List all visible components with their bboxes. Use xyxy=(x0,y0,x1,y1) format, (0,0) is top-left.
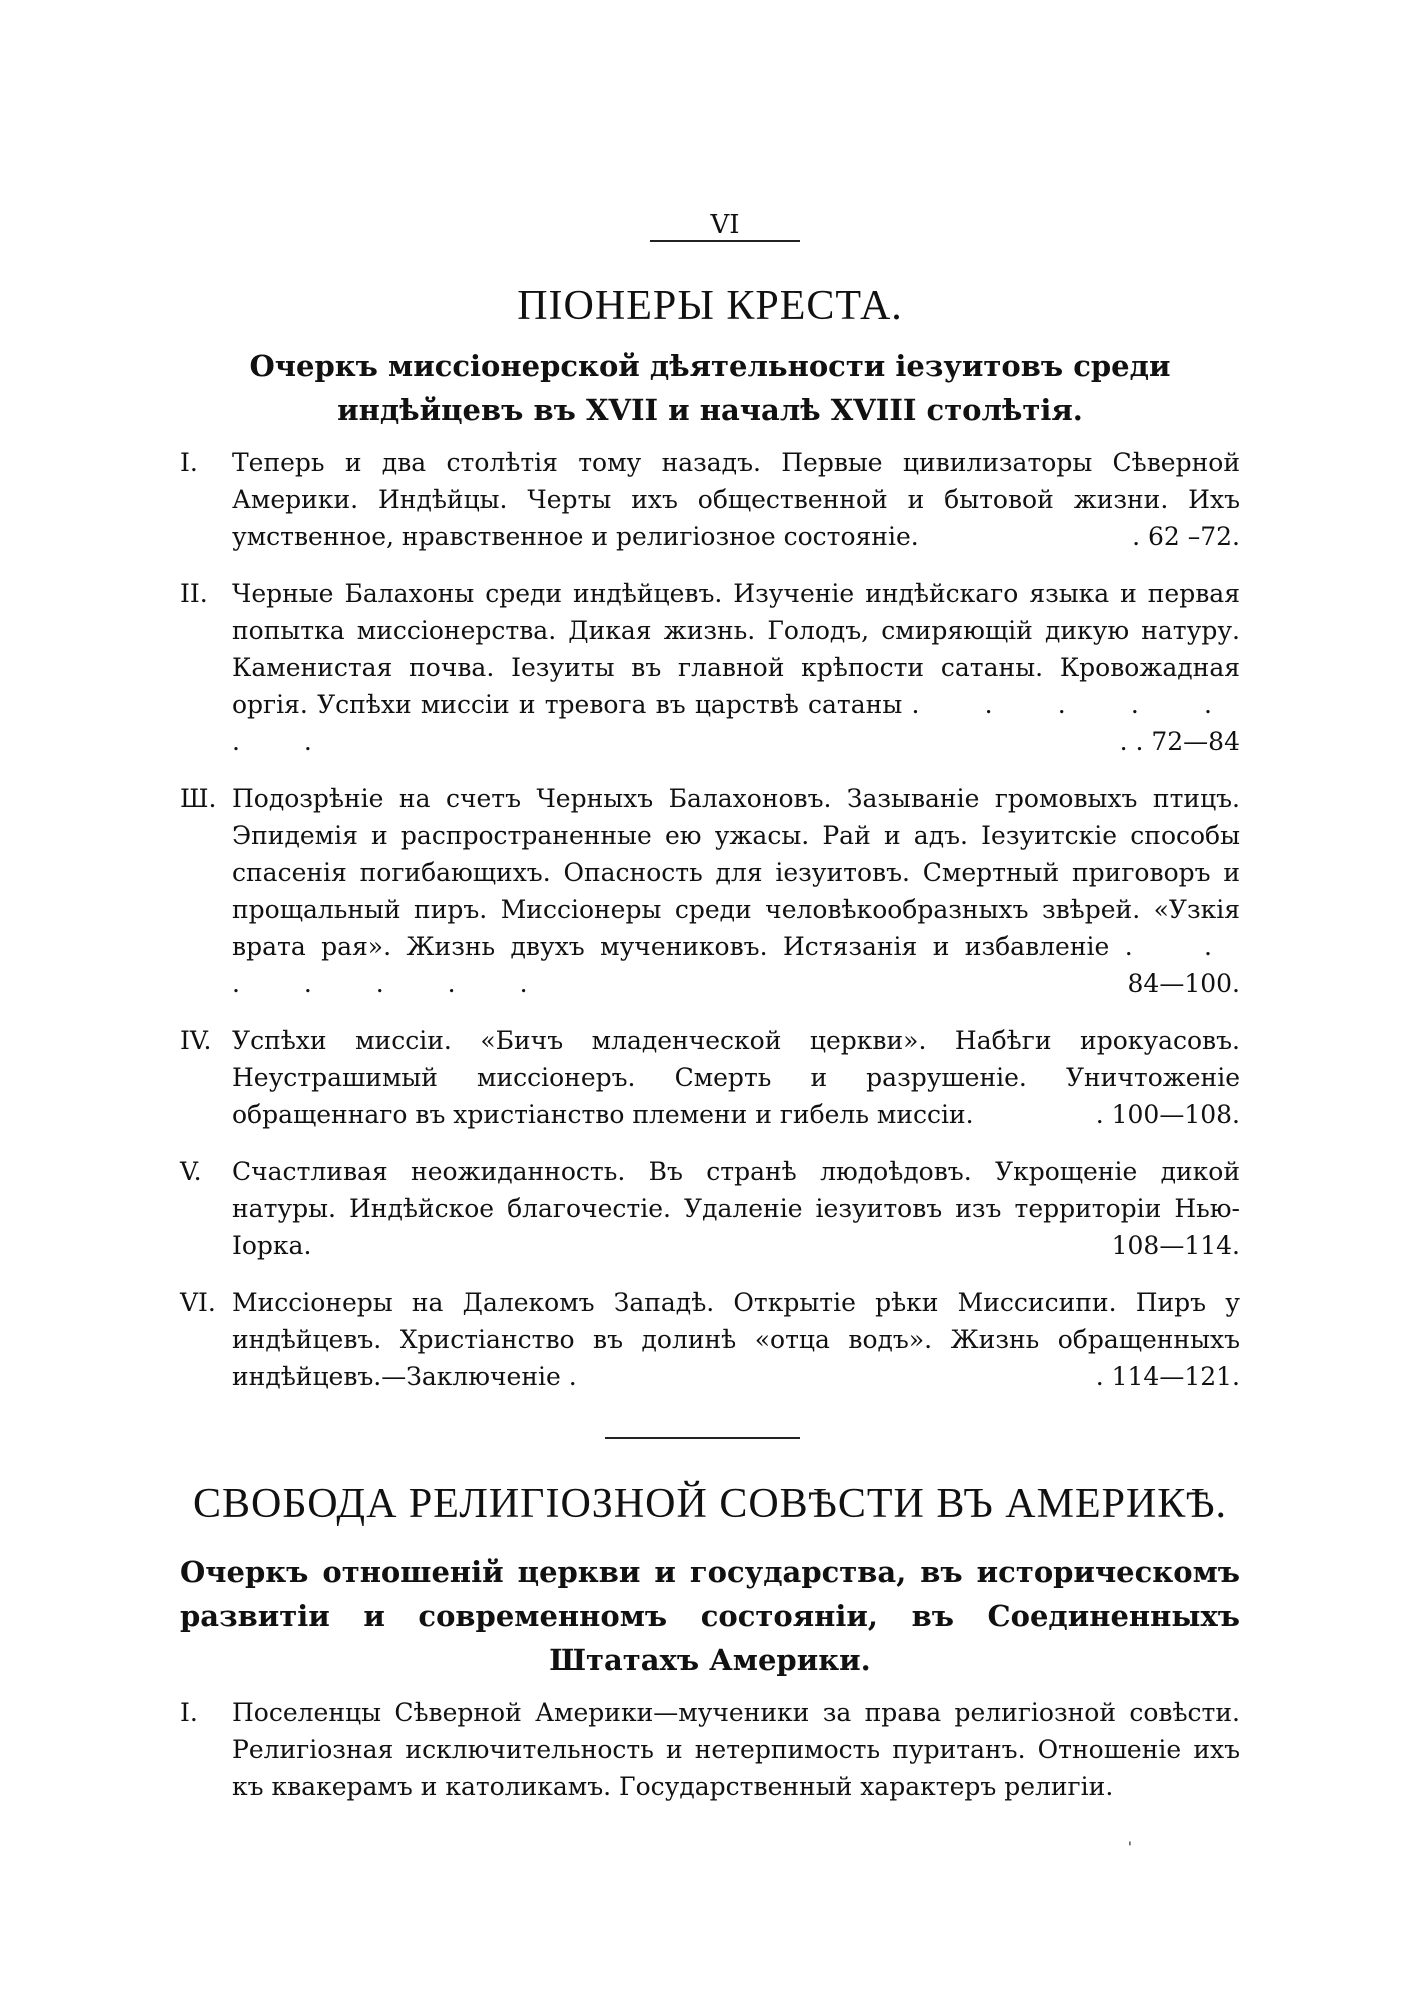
chapter-summary: Теперь и два столѣтія тому назадъ. Первые цивилизаторы Сѣверной Америки. Индѣйцы. Черты ихъ общественной и бытовой жизни. Ихъ умственное, нравственное и религіозное состояніе. xyxy=(232,448,1240,551)
section-pioneers xyxy=(180,282,1240,1415)
chapter-entry xyxy=(180,1694,1240,1805)
chapter-pages: 108—114. xyxy=(1111,1231,1240,1260)
chapter-pages: . 100—108. xyxy=(1095,1100,1240,1129)
chapter-summary: Подозрѣніе на счетъ Черныхъ Балахоновъ. Зазываніе громовыхъ птицъ. Эпидемія и распространенные ею ужасы. Рай и адъ. Іезуитскіе способы спасенія погибающихъ. Опасность для іезуитовъ. Смертный приговоръ и прощальный пиръ. Миссіонеры среди человѣкообразныхъ звѣрей. «Узкія врата рая». Жизнь двухъ мучениковъ. Истязанія и избавленіе xyxy=(232,784,1240,961)
chapter-numeral: V. xyxy=(180,1157,202,1186)
chapter-pages: 84—100. xyxy=(1127,969,1240,998)
chapter-numeral: I. xyxy=(180,1698,198,1727)
chapter-entry xyxy=(180,1022,1240,1133)
section-divider xyxy=(605,1437,800,1439)
chapter-summary: Счастливая неожиданность. Въ странѣ людоѣдовъ. Укрощеніе дикой натуры. Индѣйское благочестіе. Удаленіе іезуитовъ изъ территоріи Нью-Іорка. xyxy=(232,1157,1240,1260)
chapter-entry xyxy=(180,780,1240,1002)
chapter-summary: Поселенцы Сѣверной Америки—мученики за права религіозной совѣсти. Религіозная исключительность и нетерпимость пуританъ. Отношеніе ихъ къ квакерамъ и католикамъ. Государственный характеръ религіи. xyxy=(232,1698,1240,1801)
chapter-pages: . . 72—84 xyxy=(1119,727,1240,756)
page-number: VI xyxy=(710,210,740,240)
chapter-entry xyxy=(180,1284,1240,1395)
section-title: ПІОНЕРЫ КРЕСТА. xyxy=(517,283,903,329)
dot-leader: . . . . . . . xyxy=(232,932,1241,998)
stray-mark: ' xyxy=(1128,1840,1132,1856)
chapter-entry xyxy=(180,1153,1240,1264)
chapter-numeral: II. xyxy=(180,579,208,608)
section-subtitle: Очеркъ миссіонерской дѣятельности іезуитовъ среди индѣйцевъ въ XVII и началѣ XVIII столѣтія. xyxy=(249,349,1171,427)
chapter-entry xyxy=(180,575,1240,760)
chapter-entry xyxy=(180,444,1240,555)
chapter-numeral: IV. xyxy=(180,1026,212,1055)
chapter-summary: Миссіонеры на Далекомъ Западѣ. Открытіе рѣки Миссисипи. Пиръ у индѣйцевъ. Христіанство въ долинѣ «отца водъ». Жизнь обращенныхъ индѣйцевъ.—Заключеніе . xyxy=(232,1288,1240,1391)
dot-leader: . . . . . . . xyxy=(232,690,1240,756)
chapter-summary: Успѣхи миссіи. «Бичъ младенческой церкви». Набѣги ирокуасовъ. Неустрашимый миссіонеръ. Смерть и разрушеніе. Уничтоженіе обращеннаго въ христіанство племени и гибель миссіи. xyxy=(232,1026,1240,1129)
chapter-numeral: Ш. xyxy=(180,784,217,813)
section-subtitle: Очеркъ отношеній церкви и государства, въ историческомъ развитіи и современномъ состояніи, въ Соединенныхъ Штатахъ Америки. xyxy=(180,1555,1240,1677)
chapter-numeral: I. xyxy=(180,448,198,477)
page-number-rule xyxy=(650,240,800,242)
chapter-numeral: VI. xyxy=(180,1288,216,1317)
chapter-summary: Черные Балахоны среди индѣйцевъ. Изученіе индѣйскаго языка и первая попытка миссіонерства. Дикая жизнь. Голодъ, смиряющій дикую натуру. Каменистая почва. Іезуиты въ главной крѣпости сатаны. Кровожадная оргія. Успѣхи миссіи и тревога въ царствѣ сатаны xyxy=(232,579,1240,719)
chapter-pages: . 62 –72. xyxy=(1132,522,1240,551)
section-religious-freedom xyxy=(180,1480,1240,1825)
section-title: СВОБОДА РЕЛИГІОЗНОЙ СОВѢСТИ ВЪ АМЕРИКѢ. xyxy=(193,1481,1227,1527)
chapter-pages: . 114—121. xyxy=(1095,1362,1240,1391)
